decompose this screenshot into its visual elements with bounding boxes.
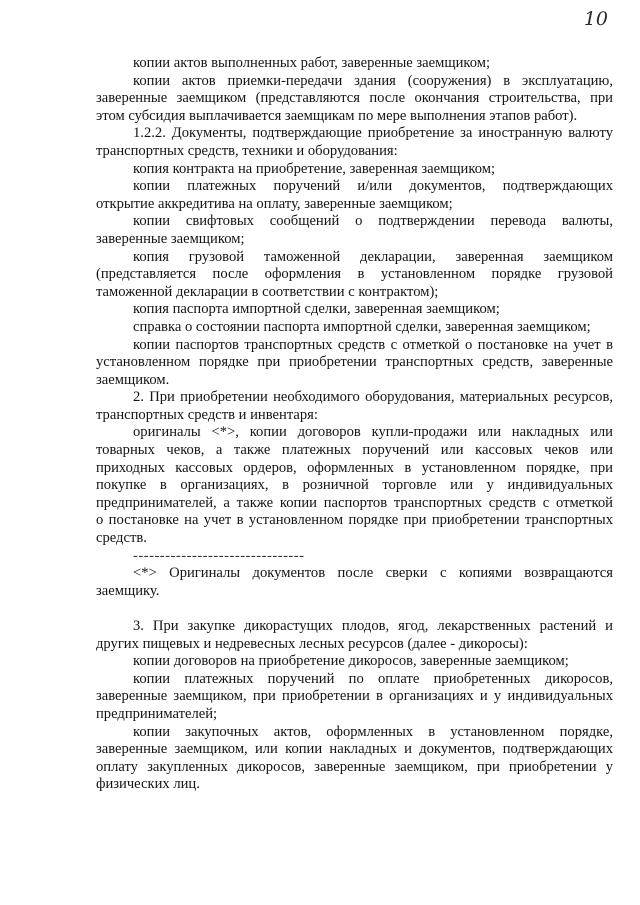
text-line: 1.2.2. Документы, подтверждающие приобретение за иностранную валюту bbox=[133, 125, 613, 142]
text-line: транспортных средств и инвентаря: bbox=[96, 406, 318, 423]
text-line: приходных кассовых ордеров, оформленных в установленном порядке, при bbox=[96, 459, 613, 476]
text-line: этом субсидия выплачивается заемщикам по мере выполнения этапов работ). bbox=[96, 107, 578, 124]
text-line: предпринимателей, а также копии паспортов транспортных средств с отметкой bbox=[96, 494, 613, 511]
text-line: оплату закупленных дикоросов, заверенные заемщиком, при приобретении у bbox=[96, 758, 613, 775]
text-line: других пищевых и недревесных лесных ресурсов (далее - дикоросы): bbox=[96, 635, 528, 652]
text-line: оригиналы <*>, копии договоров купли-продажи или накладных или bbox=[133, 424, 613, 441]
text-line: транспортных средств, техники и оборудования: bbox=[96, 142, 398, 159]
text-line: покупке в организациях, в розничной торговле или у индивидуальных bbox=[96, 477, 613, 494]
text-line: (представляется после оформления в установленном порядке грузовой bbox=[96, 266, 613, 283]
text-line: копия грузовой таможенной декларации, заверенная заемщиком bbox=[133, 248, 613, 265]
text-line: о постановке на учет в установленном порядке при приобретении транспортных bbox=[96, 512, 613, 529]
text-line: копии платежных поручений по оплате приобретенных дикоросов, bbox=[133, 670, 613, 687]
text-line: копии паспортов транспортных средств с отметкой о постановке на учет в bbox=[133, 336, 613, 353]
text-line: 3. При закупке дикорастущих плодов, ягод, лекарственных растений и bbox=[133, 618, 613, 634]
text-line: предпринимателей; bbox=[96, 705, 218, 722]
text-line: копии свифтовых сообщений о подтверждении перевода валюты, bbox=[133, 213, 613, 230]
text-line: заемщиком. bbox=[96, 371, 170, 388]
text-line: заемщику. bbox=[96, 582, 160, 599]
text-line: копии актов выполненных работ, заверенные заемщиком; bbox=[133, 55, 491, 71]
text-line: копии закупочных актов, оформленных в установленном порядке, bbox=[133, 723, 613, 740]
text-line: таможенной декларации в соответствии с контрактом); bbox=[96, 283, 439, 300]
text-line: заверенные заемщиком (представляются после окончания строительства, при bbox=[96, 90, 613, 107]
text-line: копии договоров на приобретение дикоросов, заверенные заемщиком; bbox=[133, 653, 569, 670]
text-line: копия паспорта импортной сделки, заверенная заемщиком; bbox=[133, 301, 500, 318]
page-number: 10 bbox=[583, 8, 608, 30]
paragraph-gap bbox=[96, 600, 613, 618]
text-line: товарных чеков, а также платежных поручений или кассовых чеков или bbox=[96, 442, 613, 459]
text-line: физических лиц. bbox=[96, 776, 200, 793]
text-line: установленном порядке при приобретении транспортных средств, заверенные bbox=[96, 354, 613, 371]
text-line: открытие аккредитива на оплату, заверенные заемщиком; bbox=[96, 195, 453, 212]
text-line: <*> Оригиналы документов после сверки с копиями возвращаются bbox=[133, 565, 613, 582]
text-line: заверенные заемщиком; bbox=[96, 230, 245, 247]
text-line: заверенные заемщиком, при приобретении в организациях и у индивидуальных bbox=[96, 688, 613, 705]
text-line: копия контракта на приобретение, заверенная заемщиком; bbox=[133, 160, 496, 177]
footnote-separator: -------------------------------- bbox=[133, 547, 305, 564]
text-line: копии актов приемки-передачи здания (сооружения) в эксплуатацию, bbox=[133, 72, 613, 89]
text-line: справка о состоянии паспорта импортной сделки, заверенная заемщиком; bbox=[133, 318, 591, 335]
text-line: средств. bbox=[96, 530, 147, 547]
text-line: заверенные заемщиком, или копии накладных и документов, подтверждающих bbox=[96, 741, 613, 758]
document-body bbox=[96, 55, 613, 794]
text-line: копии платежных поручений и/или документов, подтверждающих bbox=[133, 178, 613, 195]
text-line: 2. При приобретении необходимого оборудования, материальных ресурсов, bbox=[133, 389, 613, 406]
